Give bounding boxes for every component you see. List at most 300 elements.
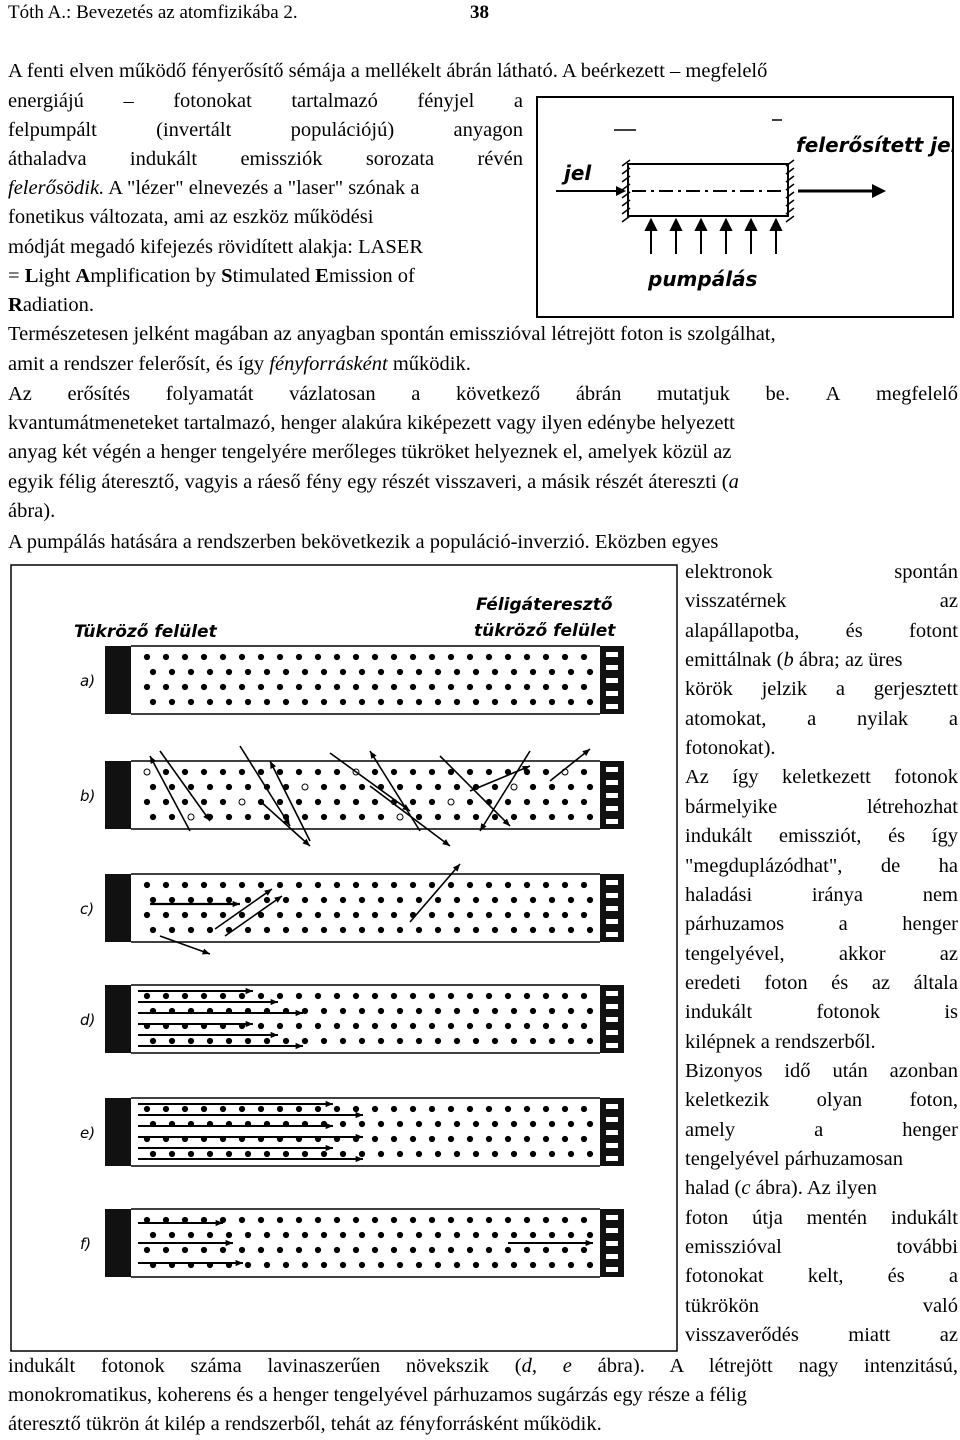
photon-arrow — [470, 766, 530, 791]
atom — [321, 784, 326, 789]
atom — [505, 912, 510, 917]
atom — [530, 699, 535, 704]
word: elektronok — [685, 561, 773, 583]
side-line — [685, 881, 958, 910]
arrowhead — [233, 901, 240, 907]
atom — [340, 1232, 345, 1237]
atom — [549, 897, 554, 902]
atom — [169, 669, 174, 674]
atom — [568, 1008, 573, 1013]
side-line: tengelyével párhuzamosan — [685, 1148, 904, 1170]
word: emissziók — [240, 148, 323, 170]
side-line — [685, 1233, 958, 1262]
atom — [505, 1106, 510, 1111]
atom — [201, 912, 206, 917]
atom — [334, 1023, 339, 1028]
atom — [562, 799, 567, 804]
p2-line-2: amit a rendszer felerősít, és így fényforrásként működik. — [8, 353, 471, 375]
atom — [150, 1038, 155, 1043]
atom — [568, 784, 573, 789]
atom — [372, 654, 377, 659]
atom — [201, 1106, 206, 1111]
atom — [530, 927, 535, 932]
atom — [435, 1151, 440, 1156]
word: következő — [455, 383, 541, 405]
atom — [239, 1217, 244, 1222]
atom — [264, 814, 269, 819]
atom — [150, 927, 155, 932]
atom — [524, 1023, 529, 1028]
atom — [391, 1217, 396, 1222]
atom — [410, 1136, 415, 1141]
atom — [321, 1232, 326, 1237]
p1-line-4 — [8, 145, 523, 174]
atom — [562, 1247, 567, 1252]
atom — [391, 1106, 396, 1111]
atom — [226, 1038, 231, 1043]
word: így — [732, 766, 759, 789]
word: Az — [685, 766, 709, 789]
word: kelt, — [807, 1265, 844, 1288]
atom — [530, 1232, 535, 1237]
atom — [296, 912, 301, 917]
atom — [340, 897, 345, 902]
atom — [277, 684, 282, 689]
atom — [245, 699, 250, 704]
atom — [467, 993, 472, 998]
word: alapállapotba, — [685, 619, 800, 642]
atom — [296, 1247, 301, 1252]
atom — [302, 699, 307, 704]
word: indukált — [890, 1206, 958, 1229]
word: a — [835, 678, 845, 701]
atom — [264, 699, 269, 704]
atom — [486, 1136, 491, 1141]
word: indukált — [129, 148, 198, 170]
atom — [144, 912, 149, 917]
atom — [258, 1106, 263, 1111]
atom — [150, 897, 155, 902]
atom — [353, 882, 358, 887]
atom — [549, 1038, 554, 1043]
arrowhead — [236, 1260, 243, 1266]
atom — [505, 1023, 510, 1028]
atom — [334, 1247, 339, 1252]
atom — [378, 1008, 383, 1013]
atom — [391, 684, 396, 689]
word: foton, — [909, 1089, 958, 1112]
atom — [144, 684, 149, 689]
atom — [435, 1232, 440, 1237]
atom — [277, 769, 282, 774]
atom — [524, 1247, 529, 1252]
atom — [454, 1151, 459, 1156]
atom — [524, 1217, 529, 1222]
atom — [188, 1038, 193, 1043]
arrowhead — [274, 896, 282, 903]
atom — [429, 769, 434, 774]
word: fotont — [909, 619, 958, 642]
p4-line-2: monokromatikus, koherens és a henger tengelyével párhuzamos sugárzás egy része a félig — [8, 1384, 747, 1406]
arrowhead — [271, 999, 278, 1005]
atom — [530, 1151, 535, 1156]
atom — [410, 654, 415, 659]
word: és — [888, 825, 906, 848]
atom — [201, 882, 206, 887]
arrowhead — [226, 1240, 233, 1246]
atom — [277, 654, 282, 659]
atom — [302, 897, 307, 902]
atom — [416, 784, 421, 789]
atom — [524, 882, 529, 887]
atom — [581, 799, 586, 804]
left-mirror — [105, 1209, 131, 1277]
arrowhead — [246, 1021, 253, 1027]
amplifier-svg — [536, 96, 954, 318]
mirror-gap — [606, 1130, 618, 1135]
atom — [220, 882, 225, 887]
atom — [429, 799, 434, 804]
atom — [258, 1217, 263, 1222]
side-line — [685, 969, 958, 998]
p1-line-6: fonetikus változata, ami az eszköz működési — [8, 206, 374, 228]
atom — [302, 814, 307, 819]
atom — [359, 1038, 364, 1043]
atom — [543, 1106, 548, 1111]
atom — [296, 1217, 301, 1222]
mirror-gap — [606, 932, 618, 937]
word: a — [513, 90, 523, 112]
atom — [587, 1121, 592, 1126]
atom — [201, 1247, 206, 1252]
side-line — [685, 1086, 958, 1115]
atom — [397, 897, 402, 902]
atom — [530, 1121, 535, 1126]
atom — [144, 1106, 149, 1111]
atom — [486, 912, 491, 917]
atom — [372, 1023, 377, 1028]
atom — [435, 1008, 440, 1013]
atom — [543, 1247, 548, 1252]
atom — [505, 654, 510, 659]
atom — [454, 1262, 459, 1267]
atom — [334, 799, 339, 804]
atom — [448, 993, 453, 998]
atom — [296, 684, 301, 689]
atom — [283, 1038, 288, 1043]
atom — [511, 1038, 516, 1043]
word: visszaverődés — [685, 1324, 799, 1347]
word: nyilak — [856, 707, 909, 730]
atom — [258, 1023, 263, 1028]
atom — [473, 1038, 478, 1043]
atom — [226, 784, 231, 789]
atom — [581, 769, 586, 774]
atom — [410, 993, 415, 998]
atom — [182, 654, 187, 659]
atom — [391, 654, 396, 659]
mirror-gap — [606, 793, 618, 798]
atom — [239, 882, 244, 887]
atom — [372, 799, 377, 804]
atom — [448, 1023, 453, 1028]
side-line — [685, 852, 958, 881]
atom — [169, 1038, 174, 1043]
atom — [321, 814, 326, 819]
atom — [321, 1151, 326, 1156]
atom — [486, 882, 491, 887]
atom — [258, 684, 263, 689]
atom — [359, 1121, 364, 1126]
p3-line-2: kvantumátmeneteket tartalmazó, henger alakúra kiképezett vagy ilyen edénybe helyezett — [8, 412, 735, 434]
atom — [169, 814, 174, 819]
side-line — [685, 1204, 958, 1233]
word: a — [807, 707, 817, 730]
word: és — [845, 619, 863, 642]
atom — [492, 1262, 497, 1267]
atom — [581, 912, 586, 917]
word: emisszióval — [685, 1236, 782, 1259]
atom — [467, 799, 472, 804]
label-felerositett-jel: felerősített jel — [796, 133, 954, 157]
mirror-gap — [606, 991, 618, 996]
atom — [549, 669, 554, 674]
side-line — [685, 998, 958, 1027]
atom — [169, 784, 174, 789]
atom — [549, 927, 554, 932]
atom — [568, 1121, 573, 1126]
atom — [353, 993, 358, 998]
atom — [150, 784, 155, 789]
panel-label: a) — [80, 672, 96, 690]
mirror-gap — [606, 1215, 618, 1220]
atom — [283, 897, 288, 902]
atom — [239, 769, 244, 774]
atom — [587, 1232, 592, 1237]
atom — [543, 993, 548, 998]
atom — [163, 1106, 168, 1111]
atom — [505, 1247, 510, 1252]
atom — [562, 912, 567, 917]
atom — [315, 912, 320, 917]
mirror-gap — [606, 819, 618, 824]
atom — [353, 912, 358, 917]
atom — [226, 1151, 231, 1156]
atom — [543, 684, 548, 689]
atom — [416, 1121, 421, 1126]
atom — [511, 897, 516, 902]
mirror-gap — [606, 691, 618, 696]
atom — [473, 699, 478, 704]
cavity-svg — [10, 564, 678, 1352]
atom — [163, 799, 168, 804]
atom — [429, 912, 434, 917]
atom — [416, 927, 421, 932]
atom — [169, 699, 174, 704]
word: a — [948, 707, 958, 730]
atom — [239, 1247, 244, 1252]
side-line — [685, 617, 958, 646]
mirror-gap — [606, 1017, 618, 1022]
arrowhead — [326, 1123, 333, 1129]
atom — [340, 1038, 345, 1043]
word: haladási — [685, 883, 753, 906]
atom — [562, 1136, 567, 1141]
atom — [454, 927, 459, 932]
atom — [416, 1038, 421, 1043]
atom — [587, 927, 592, 932]
atom — [277, 1247, 282, 1252]
atom — [315, 1106, 320, 1111]
atom — [372, 912, 377, 917]
atom — [150, 1232, 155, 1237]
atom — [568, 1262, 573, 1267]
mirror-gap — [606, 1117, 618, 1122]
atom — [416, 897, 421, 902]
atom — [568, 814, 573, 819]
atom — [429, 684, 434, 689]
word: de — [880, 854, 901, 877]
atom — [448, 1106, 453, 1111]
side-line — [685, 587, 958, 616]
arrowhead — [296, 1010, 303, 1016]
atom — [220, 684, 225, 689]
atom — [505, 1136, 510, 1141]
atom — [511, 814, 516, 819]
arrowhead — [586, 1240, 593, 1246]
word: áthaladva — [8, 148, 87, 170]
atom — [543, 912, 548, 917]
word: foton — [685, 1206, 729, 1229]
mirror-gap — [606, 919, 618, 924]
atom — [372, 684, 377, 689]
atom — [429, 654, 434, 659]
atom — [277, 912, 282, 917]
atom — [524, 654, 529, 659]
atom — [410, 882, 415, 887]
atom — [587, 1008, 592, 1013]
atom — [486, 993, 491, 998]
arrowhead — [202, 949, 210, 955]
atom — [429, 882, 434, 887]
atom — [163, 1247, 168, 1252]
atom — [397, 1038, 402, 1043]
word: keletkezik — [685, 1089, 770, 1112]
atom — [492, 927, 497, 932]
atom — [277, 799, 282, 804]
atom — [492, 814, 497, 819]
atom — [283, 927, 288, 932]
atom — [391, 882, 396, 887]
atom — [562, 1217, 567, 1222]
atom — [163, 654, 168, 659]
panel-label: f) — [80, 1235, 92, 1253]
left-mirror — [105, 761, 131, 829]
atom — [492, 1121, 497, 1126]
atom — [340, 814, 345, 819]
atom — [321, 1262, 326, 1267]
atom — [454, 1232, 459, 1237]
atom — [378, 1151, 383, 1156]
atom — [467, 1217, 472, 1222]
atom — [562, 1023, 567, 1028]
atom — [562, 993, 567, 998]
atom — [302, 1038, 307, 1043]
atom — [549, 1151, 554, 1156]
panel-label: d) — [80, 1011, 96, 1029]
atom — [239, 654, 244, 659]
atom — [334, 912, 339, 917]
atom — [302, 1151, 307, 1156]
atom — [378, 699, 383, 704]
atom — [410, 1106, 415, 1111]
atom — [473, 1151, 478, 1156]
atom — [201, 993, 206, 998]
atom — [549, 1232, 554, 1237]
p2-line-1: Természetesen jelként magában az anyagban spontán emisszióval létrejött foton is szolgálhat, — [8, 323, 776, 345]
left-mirror — [105, 874, 131, 942]
atom — [524, 993, 529, 998]
atom — [505, 799, 510, 804]
p4-line-3: áteresztő tükrön át kilép a rendszerből, tehát az fényforrásként működik. — [8, 1413, 602, 1435]
p3-line-5: ábra). — [8, 500, 56, 522]
atom — [486, 1247, 491, 1252]
side-line — [685, 910, 958, 939]
word: be. — [765, 383, 790, 405]
atom — [530, 814, 535, 819]
atom — [467, 654, 472, 659]
atom — [182, 1247, 187, 1252]
excited-atom — [144, 769, 150, 775]
atom — [397, 1121, 402, 1126]
atom — [530, 1038, 535, 1043]
label-pumpalas: pumpálás — [648, 267, 758, 291]
atom — [321, 927, 326, 932]
word: általa — [913, 971, 958, 994]
atom — [429, 1023, 434, 1028]
atom — [353, 1247, 358, 1252]
atom — [169, 1232, 174, 1237]
atom — [530, 1008, 535, 1013]
atom — [467, 1023, 472, 1028]
atom — [467, 882, 472, 887]
atom — [448, 1247, 453, 1252]
word: az — [871, 971, 891, 994]
atom — [448, 684, 453, 689]
atom — [207, 927, 212, 932]
atom — [492, 1038, 497, 1043]
atom — [524, 1136, 529, 1141]
atom — [207, 669, 212, 674]
atom — [359, 699, 364, 704]
atom — [587, 814, 592, 819]
excited-atom — [239, 799, 245, 805]
atom — [296, 882, 301, 887]
atom — [144, 882, 149, 887]
atom — [340, 1008, 345, 1013]
figure-laser-cavity — [10, 564, 678, 1352]
atom — [543, 1136, 548, 1141]
word: spontán — [894, 561, 958, 583]
atom — [473, 1232, 478, 1237]
atom — [435, 1038, 440, 1043]
atom — [587, 897, 592, 902]
word: idő — [784, 1059, 811, 1082]
atom — [163, 684, 168, 689]
side-line — [685, 1262, 958, 1291]
side-line: emittálnak (b ábra; az üres — [685, 649, 903, 672]
atom — [378, 1121, 383, 1126]
